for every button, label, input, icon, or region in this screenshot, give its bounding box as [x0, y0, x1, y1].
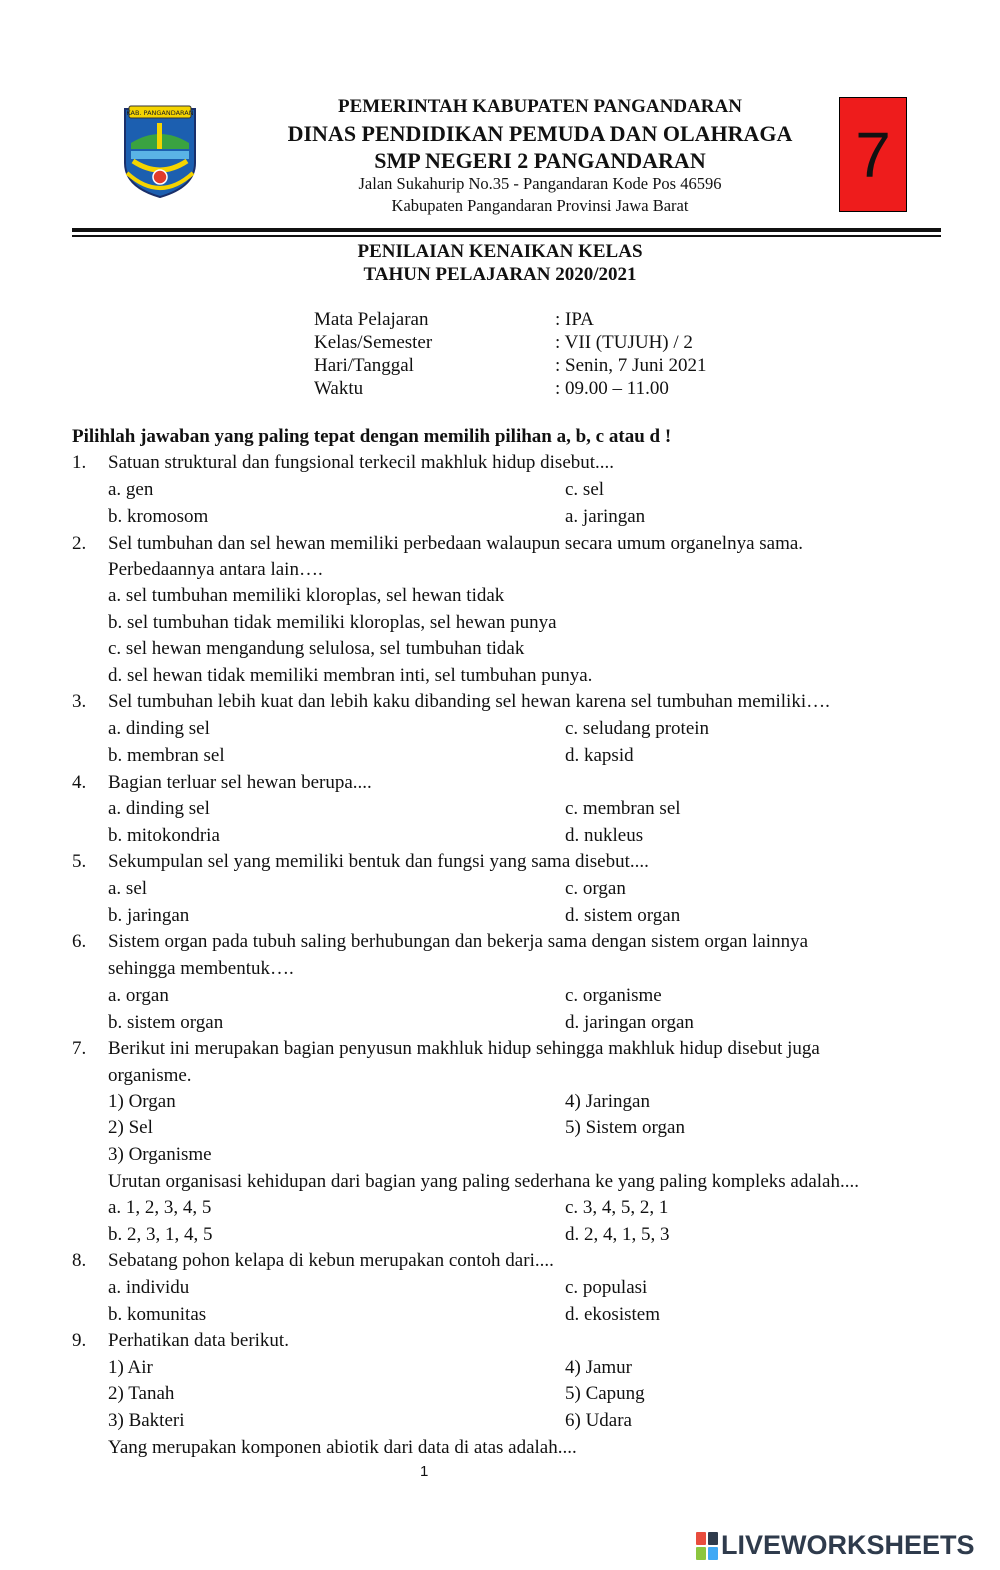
question-stem: Urutan organisasi kehidupan dari bagian yang paling sederhana ke yang paling kompleks adalah....: [108, 1171, 859, 1192]
option: d. sel hewan tidak memiliki membran inti, sel tumbuhan punya.: [108, 665, 593, 686]
list-item: 6) Udara: [565, 1410, 632, 1431]
question-text: Sel tumbuhan lebih kuat dan lebih kaku dibanding sel hewan karena sel tumbuhan memiliki….: [108, 691, 830, 712]
header-government: PEMERINTAH KABUPATEN PANGANDARAN: [338, 96, 742, 117]
option: c. 3, 4, 5, 2, 1: [565, 1197, 669, 1218]
option: d. 2, 4, 1, 5, 3: [565, 1224, 670, 1245]
info-value: : Senin, 7 Juni 2021: [555, 355, 707, 376]
option: a. jaringan: [565, 506, 646, 527]
header-department: DINAS PENDIDIKAN PEMUDA DAN OLAHRAGA: [287, 121, 793, 146]
question-number: 7.: [72, 1038, 87, 1059]
list-item: 5) Sistem organ: [565, 1117, 685, 1138]
option: b. kromosom: [108, 506, 209, 527]
option: b. mitokondria: [108, 825, 220, 846]
option: b. membran sel: [108, 745, 225, 766]
question-number: 9.: [72, 1330, 87, 1351]
option: c. organisme: [565, 985, 662, 1006]
info-label: Mata Pelajaran: [314, 309, 429, 330]
list-item: 4) Jamur: [565, 1357, 633, 1378]
question-text: Berikut ini merupakan bagian penyusun makhluk hidup sehingga makhluk hidup disebut juga: [108, 1038, 820, 1059]
option: d. kapsid: [565, 745, 634, 766]
question-number: 6.: [72, 931, 87, 952]
option: b. sistem organ: [108, 1012, 224, 1033]
info-label: Waktu: [314, 378, 364, 399]
info-label: Kelas/Semester: [314, 332, 433, 353]
option: d. nukleus: [565, 825, 644, 846]
question-text: Sebatang pohon kelapa di kebun merupakan contoh dari....: [108, 1250, 554, 1271]
list-item: 5) Capung: [565, 1383, 645, 1404]
option: b. komunitas: [108, 1304, 207, 1325]
question-text: Sekumpulan sel yang memiliki bentuk dan fungsi yang sama disebut....: [108, 851, 649, 872]
option: b. jaringan: [108, 905, 190, 926]
list-item: 3) Bakteri: [108, 1410, 185, 1431]
school-logo: [117, 103, 203, 201]
info-value: : 09.00 – 11.00: [555, 378, 669, 399]
option: d. jaringan organ: [565, 1012, 694, 1033]
question-text: organisme.: [108, 1065, 192, 1086]
list-item: 2) Sel: [108, 1117, 153, 1138]
question-stem: Yang merupakan komponen abiotik dari data di atas adalah....: [108, 1437, 577, 1458]
option: a. individu: [108, 1277, 190, 1298]
question-number: 8.: [72, 1250, 87, 1271]
list-item: 4) Jaringan: [565, 1091, 650, 1112]
option: c. sel hewan mengandung selulosa, sel tumbuhan tidak: [108, 638, 525, 659]
question-text: Satuan struktural dan fungsional terkecil makhluk hidup disebut....: [108, 452, 615, 473]
logo-text: KAB. PANGANDARAN: [126, 109, 194, 117]
option: c. seludang protein: [565, 718, 710, 739]
question-number: 2.: [72, 533, 87, 554]
option: c. sel: [565, 479, 605, 500]
header-province: Kabupaten Pangandaran Provinsi Jawa Barat: [391, 196, 689, 215]
liveworksheets-logo-icon: [696, 1532, 718, 1560]
header-school: SMP NEGERI 2 PANGANDARAN: [374, 148, 706, 173]
list-item: 2) Tanah: [108, 1383, 175, 1404]
info-value: : IPA: [555, 309, 594, 330]
header-address: Jalan Sukahurip No.35 - Pangandaran Kode Pos 46596: [358, 174, 722, 193]
option: a. sel tumbuhan memiliki kloroplas, sel hewan tidak: [108, 585, 505, 606]
question-text: sehingga membentuk….: [108, 958, 294, 979]
option: d. ekosistem: [565, 1304, 660, 1325]
option: a. dinding sel: [108, 798, 210, 819]
list-item: 3) Organisme: [108, 1144, 212, 1165]
exam-title: PENILAIAN KENAIKAN KELAS: [357, 241, 643, 262]
question-text: Sel tumbuhan dan sel hewan memiliki perbedaan walaupun secara umum organelnya sama.: [108, 533, 804, 554]
question-text: Sistem organ pada tubuh saling berhubungan dan bekerja sama dengan sistem organ lainnya: [108, 931, 809, 952]
option: b. 2, 3, 1, 4, 5: [108, 1224, 213, 1245]
regency-emblem-icon: [117, 103, 203, 201]
question-text: Perhatikan data berikut.: [108, 1330, 289, 1351]
list-item: 1) Air: [108, 1357, 153, 1378]
instruction: Pilihlah jawaban yang paling tepat dengan memilih pilihan a, b, c atau d !: [72, 426, 672, 447]
header-divider-thin: [72, 235, 941, 237]
option: a. gen: [108, 479, 154, 500]
page-number: 1: [420, 1463, 429, 1480]
grade-badge: 7: [839, 97, 907, 212]
option: c. populasi: [565, 1277, 648, 1298]
info-value: : VII (TUJUH) / 2: [555, 332, 693, 353]
liveworksheets-watermark[interactable]: [696, 1530, 975, 1561]
question-text: Bagian terluar sel hewan berupa....: [108, 772, 372, 793]
question-number: 1.: [72, 452, 87, 473]
option: a. sel: [108, 878, 148, 899]
option: a. 1, 2, 3, 4, 5: [108, 1197, 212, 1218]
info-label: Hari/Tanggal: [314, 355, 414, 376]
option: d. sistem organ: [565, 905, 681, 926]
option: a. dinding sel: [108, 718, 210, 739]
list-item: 1) Organ: [108, 1091, 176, 1112]
question-text: Perbedaannya antara lain….: [108, 559, 323, 580]
option: b. sel tumbuhan tidak memiliki kloroplas, sel hewan punya: [108, 612, 557, 633]
option: a. organ: [108, 985, 169, 1006]
option: c. membran sel: [565, 798, 681, 819]
option: c. organ: [565, 878, 626, 899]
question-number: 5.: [72, 851, 87, 872]
exam-year: TAHUN PELAJARAN 2020/2021: [363, 264, 637, 285]
question-number: 3.: [72, 691, 87, 712]
question-number: 4.: [72, 772, 87, 793]
header-divider: [72, 228, 941, 232]
brand-name: LIVEWORKSHEETS: [721, 1530, 975, 1560]
